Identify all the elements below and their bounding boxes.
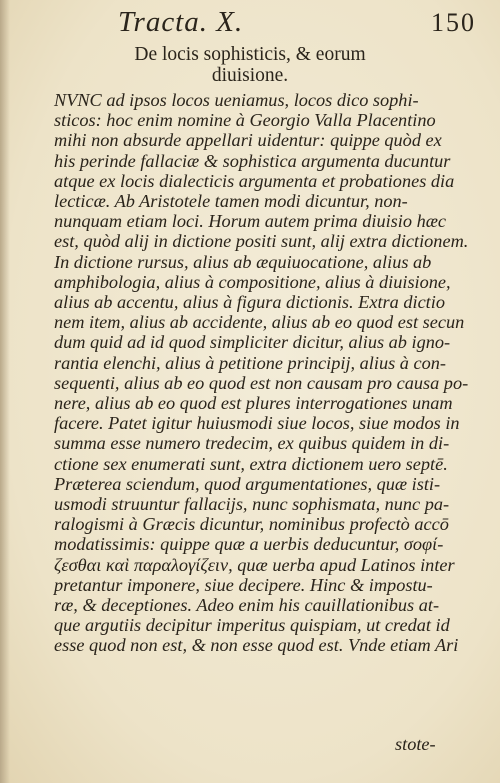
text-line: que argutiis decipitur imperitus quispiam, ut credat id [54, 615, 450, 636]
text-line: modatissimis: quippe quæ a uerbis deducuntur, σοφί- [54, 534, 444, 555]
text-line: In dictione rursus, alius ab æquiuocatione, alius ab [54, 251, 432, 272]
catchword: stote- [395, 734, 436, 754]
text-line: mihi non absurde appellari uidentur: quippe quòd ex [54, 130, 442, 151]
text-line: ræ, & deceptiones. Adeo enim his cauillationibus at- [54, 595, 440, 616]
text-line: nem item, alius ab accidente, alius ab eo quod est secun [54, 312, 465, 333]
section-title-line: diuisione. [211, 65, 289, 86]
text-line: rantia elenchi, alius à petitione principij, alius à con- [54, 352, 446, 373]
text-line: esse quod non est, & non esse quod est. Vnde etiam Ari [54, 635, 459, 656]
text-line: sequenti, alius ab eo quod est non causam pro causa po- [54, 372, 469, 393]
text-line: amphibologia, alius à compositione, alius à diuisione, [54, 271, 451, 292]
text-line: NVNC ad ipsos locos ueniamus, locos dico sophi- [54, 90, 419, 110]
text-line: dum quid ad id quod simpliciter dicitur, alius ab igno- [54, 332, 451, 353]
section-title-line: De locis sophisticis, & eorum [134, 44, 366, 65]
text-line: nere, alius ab eo quod est plures interrogationes unam [54, 393, 453, 414]
text-line: ralogismi à Græcis dicuntur, nominibus profectò accō [54, 514, 449, 535]
text-line: usmodi struuntur fallacijs, nunc sophismata, nunc pa- [54, 494, 450, 515]
text-line: summa esse numero tredecim, ex quibus quidem in di- [54, 433, 450, 454]
section-title [60, 44, 440, 86]
text-line: pretantur imponere, siue decipere. Hinc & impostu- [54, 574, 433, 595]
page-header [118, 6, 478, 40]
text-line: est, quòd alij in dictione positi sunt, alij extra dictionem. [54, 231, 469, 252]
running-head: Tracta. X. [118, 6, 244, 38]
body-text [54, 90, 469, 656]
page-number: 150 [431, 8, 476, 37]
text-line: atque ex locis dialecticis argumenta et probationes dia [54, 170, 455, 191]
text-line: Præterea sciendum, quod argumentationes, quæ isti- [54, 473, 441, 494]
text-line: nunquam etiam loci. Horum autem prima diuisio hæc [54, 211, 447, 232]
text-line: lecticæ. Ab Aristotele tamen modi dicuntur, non- [54, 191, 408, 212]
text-line: facere. Patet igitur huiusmodi siue locos, siue modos in [54, 413, 460, 434]
page-gutter-shadow [0, 0, 10, 783]
text-line: ctione sex enumerati sunt, extra dictionem uero septē. [54, 453, 448, 474]
text-line: ζεσθαι καὶ παραλογίζειν, quæ uerba apud Latinos inter [54, 554, 455, 575]
text-line: sticos: hoc enim nomine à Georgio Valla Placentino [54, 110, 436, 131]
text-line: his perinde fallaciæ & sophistica argumenta ducuntur [54, 150, 451, 171]
text-line: alius ab accentu, alius à figura dictionis. Extra dictio [54, 292, 445, 313]
